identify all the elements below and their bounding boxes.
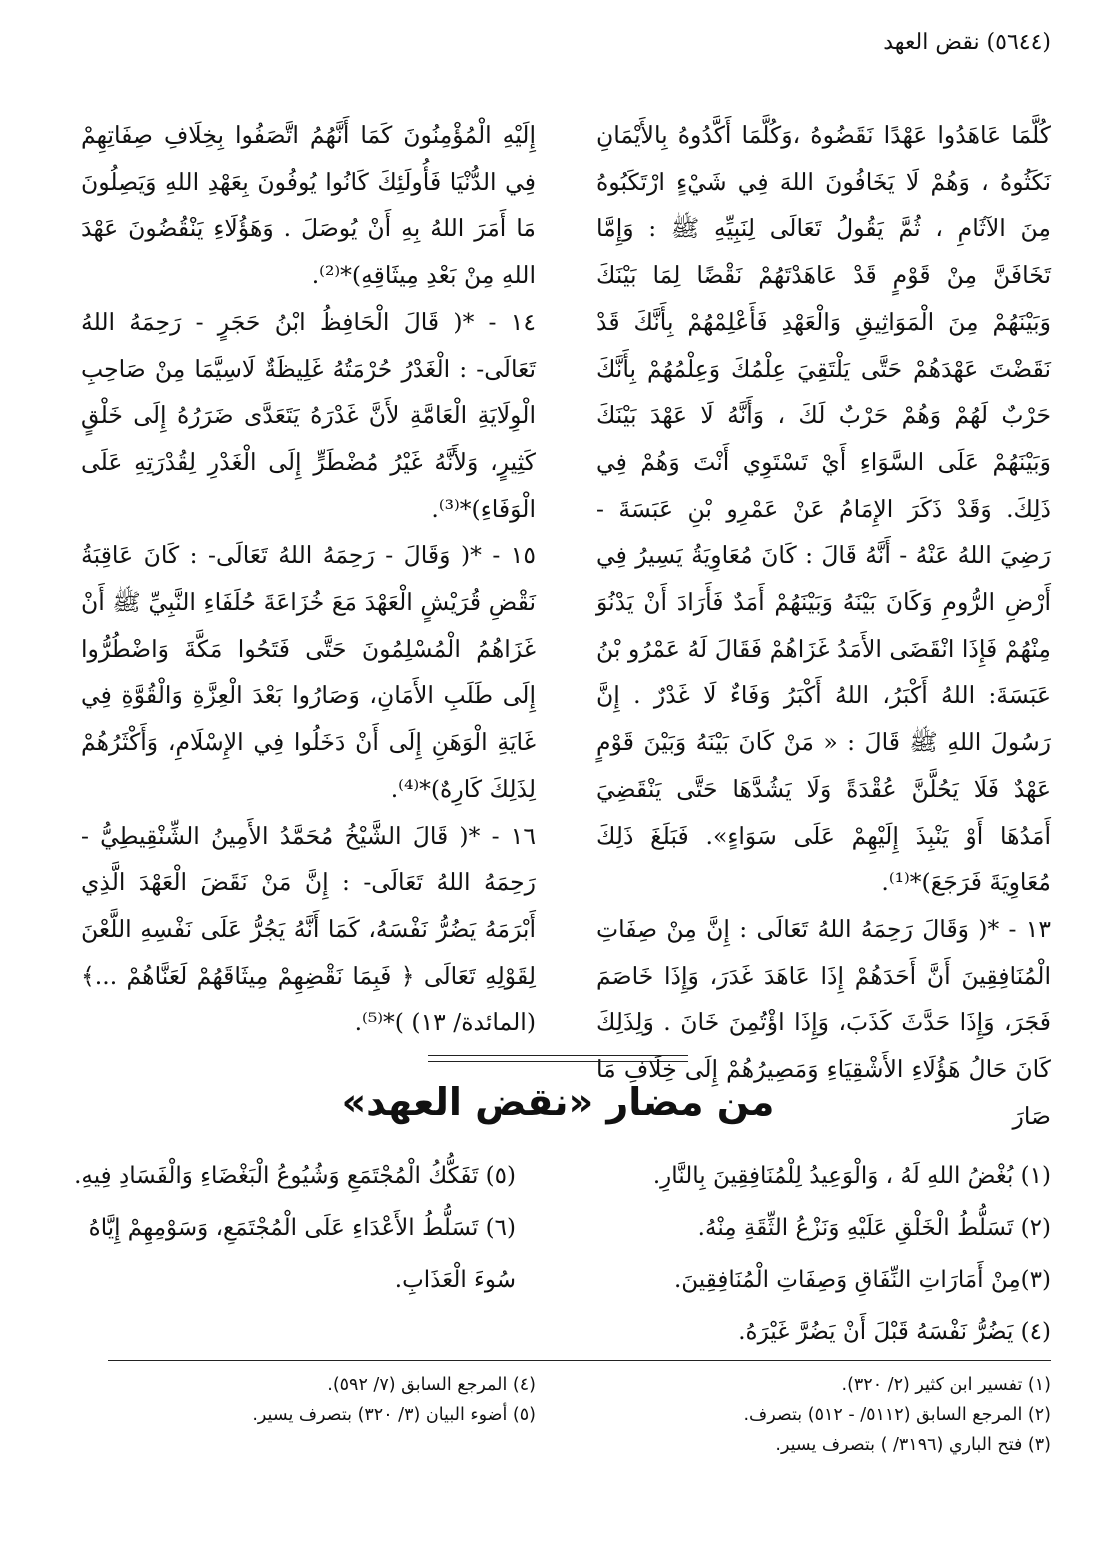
footnote: (٤) المرجع السابق (٧/ ٥٩٢).	[327, 1375, 536, 1395]
footnote: (٢) المرجع السابق (٥١١٢/ - ٥١٢) بتصرف.	[743, 1405, 1051, 1425]
left-column	[81, 112, 536, 1046]
harms-list-right	[581, 1150, 1051, 1358]
paragraph: ١٥ - *( وَقَالَ - رَحِمَهُ اللهُ تَعَالَى- : كَانَ عَاقِبَةُ نَقْضِ قُرَيْشٍ الْعَهْدَ مَعَ خُزَاعَةَ حُلَفَاءِ النَّبِيِّ ﷺ أَنْ غَزَاهُمُ الْمُسْلِمُونَ حَتَّى فَتَحُوا مَكَّةَ وَاضْطُرُّوا إِلَى طَلَبِ الأَمَانِ، وَصَارُوا بَعْدَ الْعِزَّةِ وَالْقُوَّةِ فِي غَايَةِ الْوَهَنِ إِلَى أَنْ دَخَلُوا فِي الإِسْلَامِ، وَأَكْثَرُهُمْ لِذَلِكَ كَارِهٌ)*⁽⁴⁾.	[81, 541, 536, 803]
harm-item: (١) بُغْضُ اللهِ لَهُ ، وَالْوَعِيدُ لِلْمُنَافِقِينَ بِالنَّارِ.	[652, 1163, 1051, 1189]
footnotes-left	[116, 1370, 536, 1430]
section-divider	[428, 1055, 688, 1056]
harms-list-left	[56, 1150, 516, 1306]
harm-item: (٦) تَسَلُّطُ الأَعْدَاءِ عَلَى الْمُجْتَمَعِ، وَسَوْمِهِمْ إِيَّاهُ سُوءَ الْعَذَابِ.	[88, 1215, 516, 1293]
footnotes-right	[591, 1370, 1051, 1460]
harm-item: (٤) يَضُرُّ نَفْسَهُ قَبْلَ أَنْ يَضُرَّ غَيْرَهُ.	[738, 1319, 1051, 1345]
paragraph: ١٤ - *( قَالَ الْحَافِظُ ابْنُ حَجَرٍ - رَحِمَهُ اللهُ تَعَالَى- : الْغَدْرُ حُرْمَتُهُ غَلِيظَةٌ لَاسِيَّمَا مِنْ صَاحِبِ الْوِلَايَةِ الْعَامَّةِ لأَنَّ غَدْرَهُ يَتَعَدَّى ضَرَرُهُ إِلَى خَلْقٍ كَثِيرٍ، وَلأَنَّهُ غَيْرُ مُضْطَرٍّ إِلَى الْغَدْرِ لِقُدْرَتِهِ عَلَى الْوَفَاءِ)*⁽³⁾.	[81, 307, 536, 523]
section-divider	[428, 1061, 688, 1062]
paragraph: كُلَّمَا عَاهَدُوا عَهْدًا نَقَضُوهُ ،وَكُلَّمَا أَكَّدُوهُ بِالأَيْمَانِ نَكَثُوهُ ، وَهُمْ لَا يَخَافُونَ اللهَ فِي شَيْءٍ ارْتَكَبُوهُ مِنَ الآثَامِ ، ثُمَّ يَقُولُ تَعَالَى لِنَبِيِّهِ ﷺ : وَإِمَّا تَخَافَنَّ مِنْ قَوْمٍ قَدْ عَاهَدْتَهُمْ نَقْضًا لِمَا بَيْنَكَ وَبَيْنَهُمْ مِنَ الْمَوَاثِيقِ وَالْعَهْدِ فَأَعْلِمْهُمْ بِأَنَّكَ قَدْ نَقَضْتَ عَهْدَهُمْ حَتَّى يَلْتَقِيَ عِلْمُكَ وَعِلْمُهُمْ بِأَنَّكَ حَرْبٌ لَهُمْ وَهُمْ حَرْبٌ لَكَ ، وَأَنَّهُ لَا عَهْدَ بَيْنَكَ وَبَيْنَهُمْ عَلَى السَّوَاءِ أَيْ تَسْتَوِي أَنْتَ وَهُمْ فِي ذَلِكَ. وَقَدْ ذَكَرَ الإِمَامُ عَنْ عَمْرِو بْنِ عَبَسَةَ - رَضِيَ اللهُ عَنْهُ - أَنَّهُ قَالَ : كَانَ مُعَاوِيَةُ يَسِيرُ فِي أَرْضِ الرُّومِ وَكَانَ بَيْنَهُ وَبَيْنَهُمْ أَمَدٌ فَأَرَادَ أَنْ يَدْنُوَ مِنْهُمْ فَإِذَا انْقَضَى الأَمَدُ غَزَاهُمْ فَقَالَ لَهُ عَمْرُو بْنُ عَبَسَةَ: اللهُ أَكْبَرُ، اللهُ أَكْبَرُ وَفَاءٌ لَا غَدْرٌ . إِنَّ رَسُولَ اللهِ ﷺ قَالَ : « مَنْ كَانَ بَيْنَهُ وَبَيْنَ قَوْمٍ عَهْدٌ فَلَا يَحُلَّنَّ عُقْدَةً وَلَا يَشُدَّهَا حَتَّى يَنْقَضِيَ أَمَدُهَا أَوْ يَنْبِذَ إِلَيْهِمْ عَلَى سَوَاءٍ». فَبَلَغَ ذَلِكَ مُعَاوِيَةَ فَرَجَعَ)*⁽¹⁾.	[596, 121, 1051, 897]
footnote: (٣) فتح الباري (٣١٩٦/ ) بتصرف يسير.	[775, 1435, 1051, 1455]
harm-item: (٢) تَسَلُّطُ الْخَلْقِ عَلَيْهِ وَنَزْعُ الثِّقَةِ مِنْهُ.	[697, 1215, 1051, 1241]
paragraph: ١٦ - *( قَالَ الشَّيْخُ مُحَمَّدُ الأَمِينُ الشِّنْقِيطِيُّ - رَحِمَهُ اللهُ تَعَالَى- : إِنَّ مَنْ نَقَضَ الْعَهْدَ الَّذِي أَبْرَمَهُ يَضُرُّ نَفْسَهُ، كَمَا أَنَّهُ يَجُرُّ عَلَى نَفْسِهِ اللَّعْنَ لِقَوْلِهِ تَعَالَى ﴿ فَبِمَا نَقْضِهِمْ مِيثَاقَهُمْ لَعَنَّاهُمْ ...﴾ (المائدة/ ١٣) )*⁽⁵⁾.	[81, 821, 536, 1037]
page-header: (٥٦٤٤) نقض العهد	[883, 30, 1051, 55]
harm-item: (٣)مِنْ أَمَارَاتِ النِّفَاقِ وَصِفَاتِ الْمُنَافِقِينَ.	[673, 1267, 1051, 1293]
right-column	[596, 112, 1051, 1139]
paragraph: إِلَيْهِ الْمُؤْمِنُونَ كَمَا أَنَّهُمُ اتَّصَفُوا بِخِلَافِ صِفَاتِهِمْ فِي الدُّنْيَا فَأُولَئِكَ كَانُوا يُوفُونَ بِعَهْدِ اللهِ وَيَصِلُونَ مَا أَمَرَ اللهُ بِهِ أَنْ يُوصَلَ . وَهَؤُلَاءِ يَنْقُضُونَ عَهْدَ اللهِ مِنْ بَعْدِ مِيثَاقِهِ)*⁽²⁾.	[81, 121, 536, 290]
footnote: (٥) أضوء البيان (٣/ ٣٢٠) بتصرف يسير.	[252, 1405, 536, 1425]
footnote: (١) تفسير ابن كثير (٢/ ٣٢٠).	[841, 1375, 1051, 1395]
footnote-rule	[108, 1360, 1051, 1361]
section-title: من مضار «نقض العهد»	[341, 1080, 775, 1124]
harm-item: (٥) تَفَكُّكُ الْمُجْتَمَعِ وَشُيُوعُ الْبَغْضَاءِ وَالْفَسَادِ فِيهِ.	[74, 1163, 516, 1189]
paragraph: ١٣ - *( وَقَالَ رَحِمَهُ اللهُ تَعَالَى : إِنَّ مِنْ صِفَاتِ الْمُنَافِقِينَ أَنَّ أَحَدَهُمْ إِذَا عَاهَدَ غَدَرَ، وَإِذَا خَاصَمَ فَجَرَ، وَإِذَا حَدَّثَ كَذَبَ، وَإِذَا اؤْتُمِنَ خَانَ . وَلِذَلِكَ كَانَ حَالُ هَؤُلَاءِ الأَشْقِيَاءِ وَمَصِيرُهُمْ إِلَى خِلَافِ مَا صَارَ	[596, 914, 1051, 1130]
